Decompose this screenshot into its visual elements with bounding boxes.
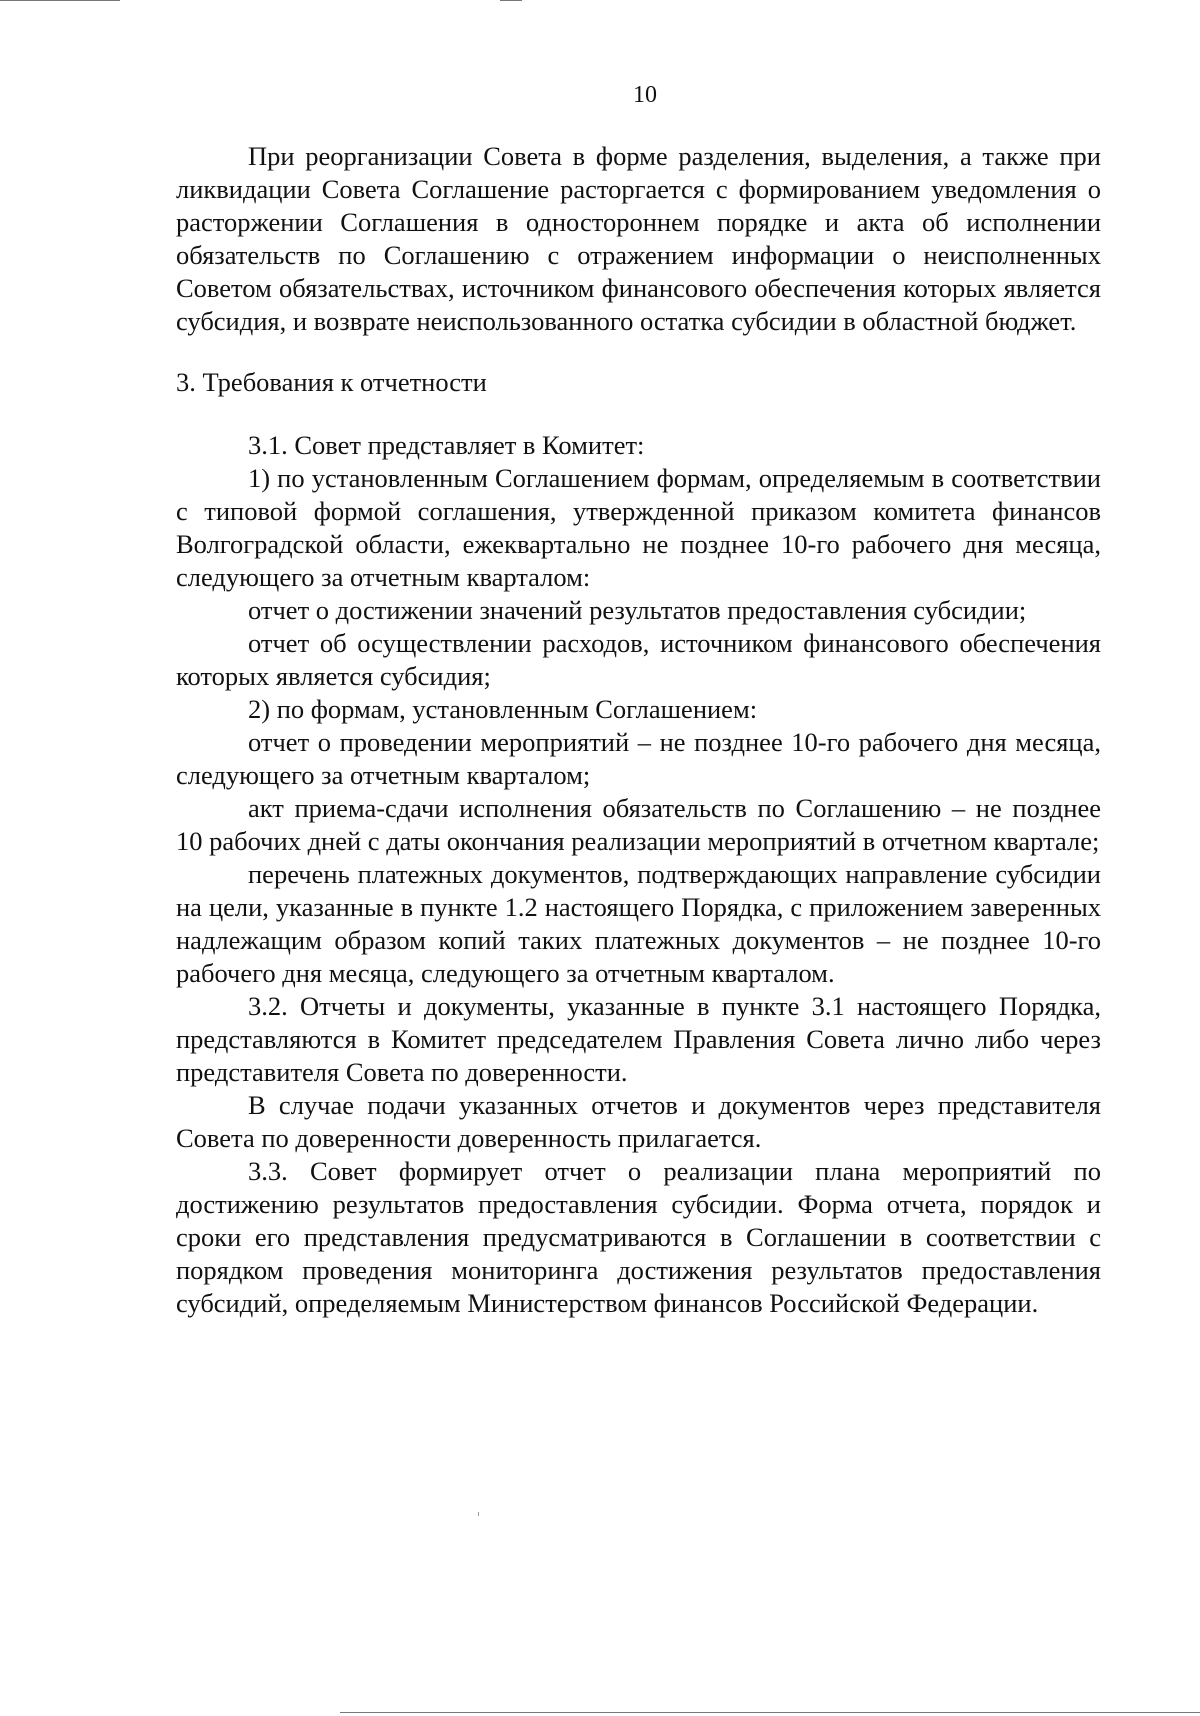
paragraph-3-1-item-1: 1) по установленным Соглашением формам, определяемым в соответствии с типовой формой соглашения, утвержденной приказом комитета финансов Волгоградской области, ежеквартально не позднее 10-го рабочего дня месяца, следующего за отчетным кварталом: [176, 463, 1101, 592]
document-body [176, 140, 1101, 1320]
paragraph-report-events: отчет о проведении мероприятий – не позднее 10-го рабочего дня месяца, следующего за отчетным кварталом; [176, 727, 1101, 790]
paragraph-3-3: 3.3. Совет формирует отчет о реализации плана мероприятий по достижению результатов предоставления субсидии. Форма отчета, порядок и сроки его представления предусматриваются в Соглашении в соответствии с порядком проведения мониторинга достижения результатов предоставления субсидий, определяемым Министерством финансов Российской Федерации. [176, 1156, 1101, 1318]
paragraph-report-results: отчет о достижении значений результатов предоставления субсидии; [248, 595, 1027, 625]
paragraph-report-expenses: отчет об осуществлении расходов, источником финансового обеспечения которых является субсидия; [176, 628, 1101, 691]
page-number: 10 [633, 82, 657, 108]
scan-speck [478, 1512, 479, 1516]
paragraph-power-of-attorney: В случае подачи указанных отчетов и документов через представителя Совета по доверенности доверенность прилагается. [176, 1090, 1101, 1153]
scan-edge-top-left [0, 0, 120, 1]
paragraph-acceptance-act: акт приема-сдачи исполнения обязательств по Соглашению – не позднее 10 рабочих дней с даты окончания реализации мероприятий в отчетном квартале; [176, 793, 1101, 856]
scan-edge-bottom [340, 1712, 1200, 1713]
scan-edge-top-mid [500, 0, 522, 1]
section-heading: 3. Требования к отчетности [176, 367, 487, 397]
paragraph-3-1-item-2: 2) по формам, установленным Соглашением: [248, 694, 758, 724]
paragraph-3-2: 3.2. Отчеты и документы, указанные в пункте 3.1 настоящего Порядка, представляются в Комитет председателем Правления Совета лично либо через представителя Совета по доверенности. [176, 991, 1101, 1087]
paragraph-reorganization: При реорганизации Совета в форме разделения, выделения, а также при ликвидации Совета Соглашение расторгается с формированием уведомления о расторжении Соглашения в одностороннем порядке и акта об исполнении обязательств по Соглашению с отражением информации о неисполненных Советом обязательствах, источником финансового обеспечения которых является субсидия, и возврате неиспользованного остатка субсидии в областной бюджет. [176, 141, 1101, 336]
paragraph-payment-documents: перечень платежных документов, подтверждающих направление субсидии на цели, указанные в пункте 1.2 настоящего Порядка, с приложением заверенных надлежащим образом копий таких платежных документов – не позднее 10-го рабочего дня месяца, следующего за отчетным кварталом. [176, 859, 1101, 988]
paragraph-3-1: 3.1. Совет представляет в Комитет: [248, 430, 645, 460]
